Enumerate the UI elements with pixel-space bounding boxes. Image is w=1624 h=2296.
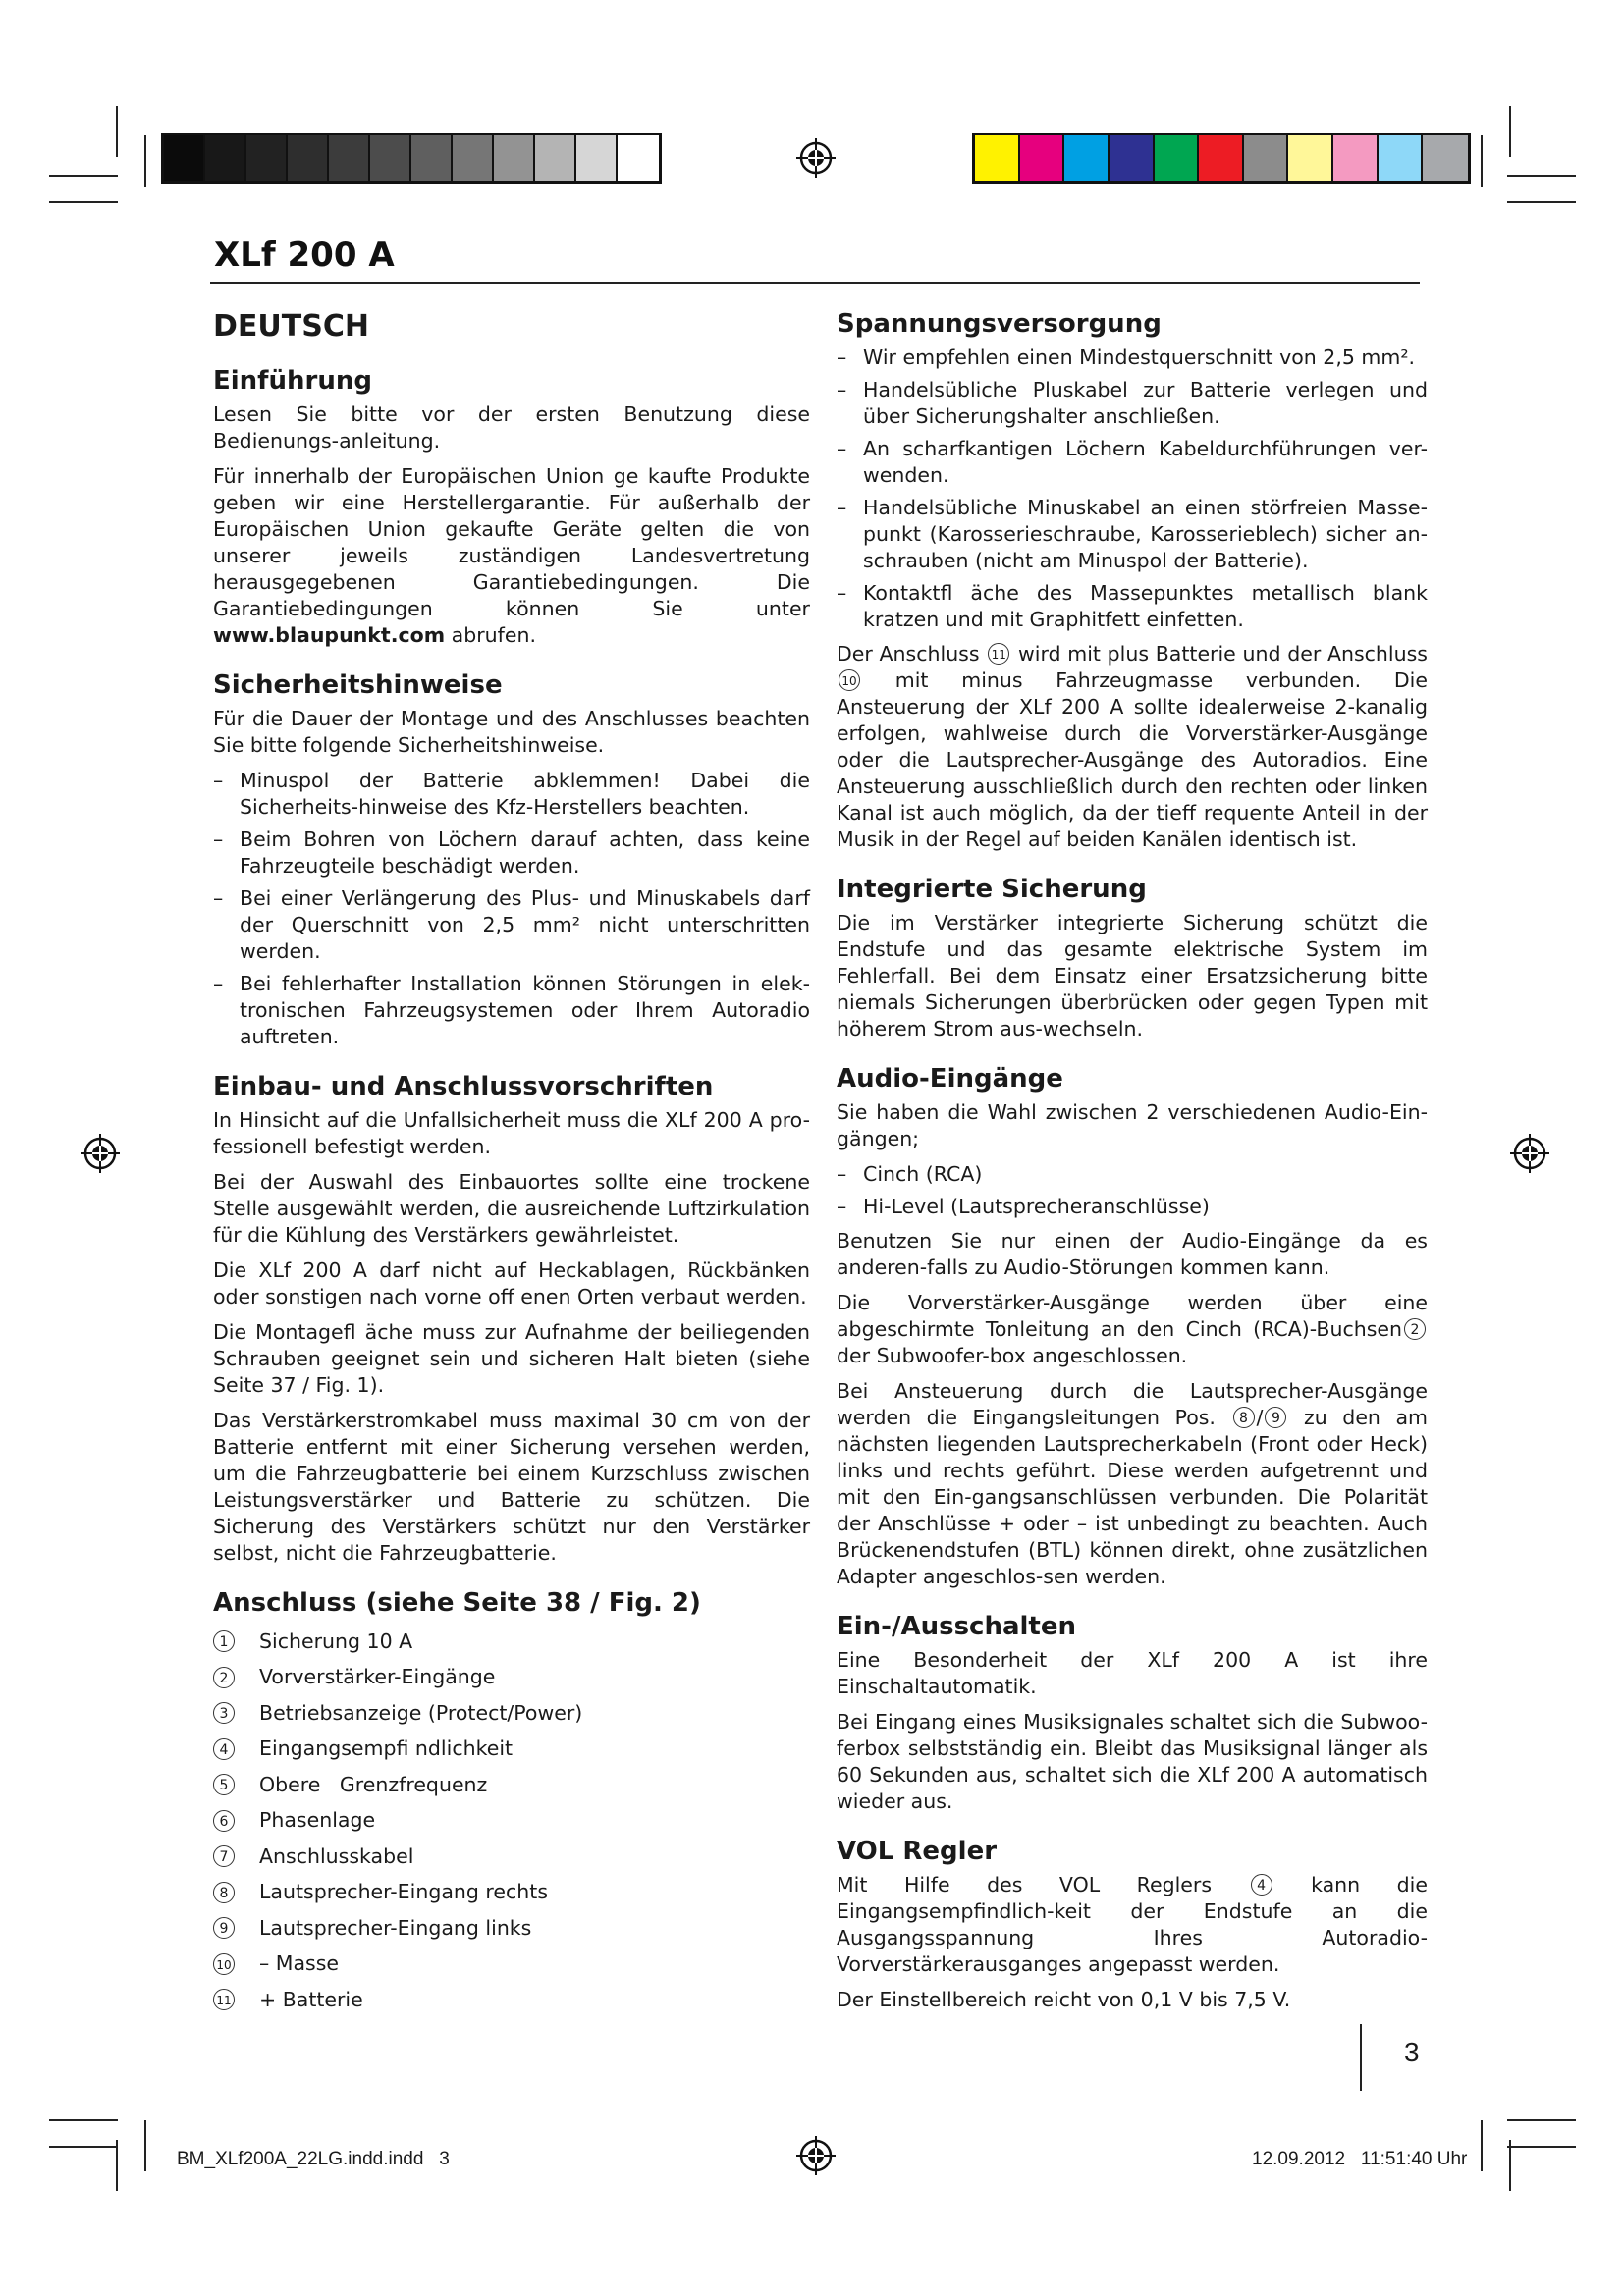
list-item: – Bei fehlerhafter Installation können Störungen in elek-tronischen Fahrzeugsystemen oder Ihrem Autoradio auftreten. — [213, 971, 810, 1050]
paragraph: Bei Eingang eines Musiksignales schaltet sich die Subwoo-ferbox selbstständig ein. Bleibt das Musiksignal länger als 60 Sekunden aus, schaltet sich die XLf 200 A automatisch wieder aus. — [837, 1710, 1428, 1813]
list-item: – Hi-Level (Lautsprecheranschlüsse) — [837, 1194, 1428, 1220]
color-swatch — [1288, 135, 1333, 181]
legend-label: + Batterie — [259, 1987, 363, 2011]
paragraph — [837, 1872, 1428, 1978]
crop-mark — [144, 2120, 146, 2171]
legend-label: Betriebsanzeige (Protect/Power) — [259, 1700, 583, 1725]
legend-item — [213, 1767, 810, 1803]
list-item: – Handelsübliche Minuskabel an einen störfreien Masse-punkt (Karosserieschraube, Karosserieblech) sicher an-schrauben (nicht am Minuspol der Batterie). — [837, 495, 1428, 574]
paragraph — [837, 641, 1428, 853]
language-heading: DEUTSCH — [213, 309, 369, 344]
color-swatch — [453, 135, 494, 181]
crop-mark — [1509, 106, 1511, 157]
color-swatch — [411, 135, 453, 181]
item-number: 9 — [213, 1917, 235, 1939]
color-swatch — [618, 135, 659, 181]
separator: / — [1256, 1406, 1264, 1429]
grayscale-bar — [161, 133, 662, 184]
legend-item — [213, 1839, 810, 1875]
paragraph: Der Einstellbereich reicht von 0,1 V bis 7,5 V. — [837, 1988, 1291, 2011]
paragraph-text: kann die Eingangsempfindlich-keit der Endstufe an die Ausgangsspannung Ihres Autoradio-Vorverstärkerausganges angepasst werden. — [837, 1873, 1428, 1976]
file-slug: BM_XLf200A_22LG.indd.indd 3 — [177, 2149, 450, 2169]
paragraph — [837, 1290, 1428, 1369]
crop-mark — [49, 175, 118, 177]
process-color-bar — [972, 133, 1471, 184]
registration-mark-icon — [1510, 1134, 1549, 1173]
list-item: – Beim Bohren von Löchern darauf achten, dass keine Fahrzeugteile beschädigt werden. — [213, 827, 810, 880]
paragraph: Bei der Auswahl des Einbauortes sollte eine trockene Stelle ausgewählt werden, die ausreichende Luftzirkulation für die Kühlung des Verstärkers gewährleistet. — [213, 1170, 810, 1247]
crop-mark — [1507, 2119, 1576, 2121]
crop-mark — [116, 2140, 118, 2191]
color-swatch — [164, 135, 205, 181]
crop-mark — [1509, 2140, 1511, 2191]
item-number: 8 — [213, 1882, 235, 1903]
item-number: 8 — [1233, 1407, 1255, 1428]
paragraph: Sie haben die Wahl zwischen 2 verschiedenen Audio-Ein-gängen; — [837, 1100, 1428, 1150]
color-swatch — [1064, 135, 1110, 181]
paragraph: Eine Besonderheit der XLf 200 A ist ihre Einschaltautomatik. — [837, 1648, 1428, 1698]
paragraph: Benutzen Sie nur einen der Audio-Eingänge da es anderen-falls zu Audio-Störungen kommen kann. — [837, 1229, 1428, 1279]
color-swatch — [535, 135, 576, 181]
color-swatch — [1110, 135, 1155, 181]
paragraph: Das Verstärkerstromkabel muss maximal 30 cm von der Batterie entfernt mit einer Sicherung versehen werden, um die Fahrzeugbatterie bei einem Kurzschluss zwischen Leistungsverstärker und Batterie zu schützen. Die Sicherung des Verstärkers schützt nur den Verstärker selbst, nicht die Fahrzeugbatterie. — [213, 1409, 810, 1565]
legend-item — [213, 1624, 810, 1660]
item-number: 5 — [213, 1774, 235, 1795]
crop-mark — [49, 2119, 118, 2121]
paragraph-text: Die Vorverstärker-Ausgänge werden über eine abgeschirmte Tonleitung an den Cinch (RCA)-Buchsen — [837, 1291, 1428, 1341]
paragraph: Die im Verstärker integrierte Sicherung schützt die Endstufe und das gesamte elektrische System im Fehlerfall. Bei dem Einsatz einer Ersatzsicherung bitte niemals Sicherungen überbrücken oder gegen Typen mit höherem Strom aus-wechseln. — [837, 911, 1428, 1041]
registration-mark-icon — [796, 138, 836, 178]
legend-item — [213, 1875, 810, 1911]
section-heading: Anschluss (siehe Seite 38 / Fig. 2) — [213, 1588, 701, 1618]
color-swatch — [329, 135, 370, 181]
registration-mark-icon — [81, 1134, 120, 1173]
section-heading: Spannungsversorgung — [837, 309, 1162, 339]
item-number: 7 — [213, 1845, 235, 1867]
legend-label: Phasenlage — [259, 1808, 376, 1833]
legend-label: Lautsprecher-Eingang rechts — [259, 1880, 548, 1904]
left-column — [213, 299, 810, 2018]
crop-mark — [144, 135, 146, 187]
item-number: 4 — [1251, 1874, 1272, 1896]
legend-item — [213, 1982, 810, 2018]
item-number: 2 — [213, 1667, 235, 1688]
power-list — [837, 345, 1428, 633]
color-swatch — [1379, 135, 1424, 181]
paragraph-text: mit minus Fahrzeugmasse verbunden. Die Ansteuerung der XLf 200 A sollte idealerweise 2-kanalig erfolgen, wahlweise durch die Vorverstärker-Ausgänge oder die Lautsprecher-Ausgänge des Autoradios. Eine Ansteuerung ausschließlich durch den rechten oder linken Kanal ist auch möglich, da der tieff requente Anteil in der Musik in der Regel auf beiden Kanälen identisch ist. — [837, 668, 1428, 851]
paragraph — [213, 463, 810, 649]
paragraph-text: Bei Ansteuerung durch die Lautsprecher-Ausgänge werden die Eingangsleitungen Pos. — [837, 1379, 1428, 1429]
registration-mark-icon — [796, 2136, 836, 2175]
section-heading: Audio-Eingänge — [837, 1064, 1063, 1094]
item-number: 3 — [213, 1702, 235, 1724]
color-swatch — [246, 135, 288, 181]
item-number: 4 — [213, 1738, 235, 1760]
color-swatch — [1333, 135, 1379, 181]
list-item: – Minuspol der Batterie abklemmen! Dabei die Sicherheits-hinweise des Kfz-Herstellers beachten. — [213, 768, 810, 821]
crop-mark — [49, 201, 118, 203]
color-swatch — [1199, 135, 1244, 181]
list-item: – An scharfkantigen Löchern Kabeldurchführungen ver-wenden. — [837, 436, 1428, 489]
paragraph-text: Für innerhalb der Europäischen Union ge kaufte Produkte geben wir eine Herstellergarantie. Für außerhalb der Europäischen Union gekaufte Geräte gelten die von unserer jeweils zuständigen Landesvertretung herausgegebenen Garantiebedingungen. Die Garantiebedingungen können Sie unter — [213, 464, 810, 620]
section-heading: VOL Regler — [837, 1837, 998, 1866]
item-number: 11 — [988, 643, 1009, 665]
legend-label: – Masse — [259, 1951, 339, 1976]
legend-label: Anschlusskabel — [259, 1843, 414, 1868]
legend-item — [213, 1732, 810, 1768]
right-column — [837, 299, 1428, 2022]
paragraph-text: wird mit plus Batterie und der Anschluss — [1017, 642, 1428, 666]
legend-label: Lautsprecher-Eingang links — [259, 1915, 532, 1940]
header-rule — [210, 282, 1420, 284]
paragraph-text: Mit Hilfe des VOL Reglers — [837, 1873, 1213, 1896]
color-swatch — [576, 135, 618, 181]
paragraph: Lesen Sie bitte vor der ersten Benutzung diese Bedienungs-anleitung. — [213, 402, 810, 453]
paragraph-text: Der Anschluss — [837, 642, 980, 666]
color-swatch — [975, 135, 1020, 181]
crop-mark — [1507, 175, 1576, 177]
item-number: 10 — [839, 669, 860, 691]
paragraph-text: abrufen. — [451, 623, 536, 647]
section-heading: Ein-/Ausschalten — [837, 1612, 1077, 1641]
color-swatch — [1020, 135, 1065, 181]
color-swatch — [288, 135, 329, 181]
color-swatch — [494, 135, 535, 181]
paragraph: Die Montagefl äche muss zur Aufnahme der beiliegenden Schrauben geeignet sein und sicheren Halt bieten (siehe Seite 37 / Fig. 1). — [213, 1320, 810, 1397]
paragraph: Die XLf 200 A darf nicht auf Heckablagen, Rückbänken oder sonstigen nach vorne off enen Orten verbaut werden. — [213, 1258, 810, 1308]
color-swatch — [1244, 135, 1289, 181]
color-swatch — [1423, 135, 1468, 181]
list-item: – Wir empfehlen einen Mindestquerschnitt von 2,5 mm². — [837, 345, 1428, 371]
paragraph: Für die Dauer der Montage und des Anschlusses beachten Sie bitte folgende Sicherheitshinweise. — [213, 707, 810, 757]
audio-input-list — [837, 1161, 1428, 1220]
list-item: – Handelsübliche Pluskabel zur Batterie verlegen und über Sicherungshalter anschließen. — [837, 377, 1428, 430]
paragraph-text: zu den am nächsten liegenden Lautsprecherkabeln (Front oder Heck) links und rechts geführt. Diese werden aufgetrennt und mit den Ein-gangsanschlüssen verbunden. Die Polarität der Anschlüsse + oder – ist unbedingt zu beachten. Auch Brückenendstufen (BTL) können direkt, ohne zusätzlichen Adapter angeschlos-sen werden. — [837, 1406, 1428, 1588]
website-link[interactable]: www.blaupunkt.com — [213, 623, 446, 647]
list-item: – Cinch (RCA) — [837, 1161, 1428, 1188]
legend-item — [213, 1803, 810, 1840]
crop-mark — [1507, 2146, 1576, 2148]
crop-mark — [1481, 2120, 1483, 2171]
legend-label: Obere Grenzfrequenz — [259, 1772, 488, 1796]
crop-mark — [1507, 201, 1576, 203]
crop-mark — [116, 106, 118, 157]
folio-divider — [1360, 2024, 1362, 2091]
legend-label: Eingangsempfi ndlichkeit — [259, 1736, 514, 1761]
crop-mark — [49, 2146, 118, 2148]
legend-label: Sicherung 10 A — [259, 1629, 413, 1653]
paragraph: In Hinsicht auf die Unfallsicherheit muss die XLf 200 A pro-fessionell befestigt werden. — [213, 1108, 810, 1158]
list-item: – Kontaktfl äche des Massepunktes metallisch blank kratzen und mit Graphitfett einfetten. — [837, 580, 1428, 633]
item-number: 11 — [213, 1989, 235, 2010]
legend-item — [213, 1660, 810, 1696]
legend-item — [213, 1910, 810, 1947]
color-swatch — [205, 135, 246, 181]
item-number: 2 — [1404, 1318, 1426, 1340]
section-heading: Integrierte Sicherung — [837, 875, 1147, 904]
crop-mark — [1481, 135, 1483, 187]
color-swatch — [370, 135, 411, 181]
connection-legend — [213, 1624, 810, 2018]
section-heading: Sicherheitshinweise — [213, 670, 503, 700]
item-number: 10 — [213, 1953, 235, 1975]
item-number: 9 — [1265, 1407, 1286, 1428]
page-number: 3 — [1404, 2037, 1420, 2067]
paragraph — [837, 1378, 1428, 1590]
legend-item — [213, 1947, 810, 1983]
section-heading: Einbau- und Anschlussvorschriften — [213, 1072, 714, 1101]
paragraph-text: der Subwoofer-box angeschlossen. — [837, 1344, 1188, 1367]
item-number: 6 — [213, 1810, 235, 1832]
section-heading: Einführung — [213, 366, 372, 396]
legend-label: Vorverstärker-Eingänge — [259, 1665, 496, 1689]
page-title: XLf 200 A — [214, 236, 395, 275]
legend-item — [213, 1695, 810, 1732]
item-number: 1 — [213, 1630, 235, 1652]
color-swatch — [1155, 135, 1200, 181]
print-date: 12.09.2012 11:51:40 Uhr — [1252, 2149, 1468, 2169]
list-item: – Bei einer Verlängerung des Plus- und Minuskabels darf der Querschnitt von 2,5 mm² nicht unterschritten werden. — [213, 885, 810, 965]
safety-list — [213, 768, 810, 1050]
